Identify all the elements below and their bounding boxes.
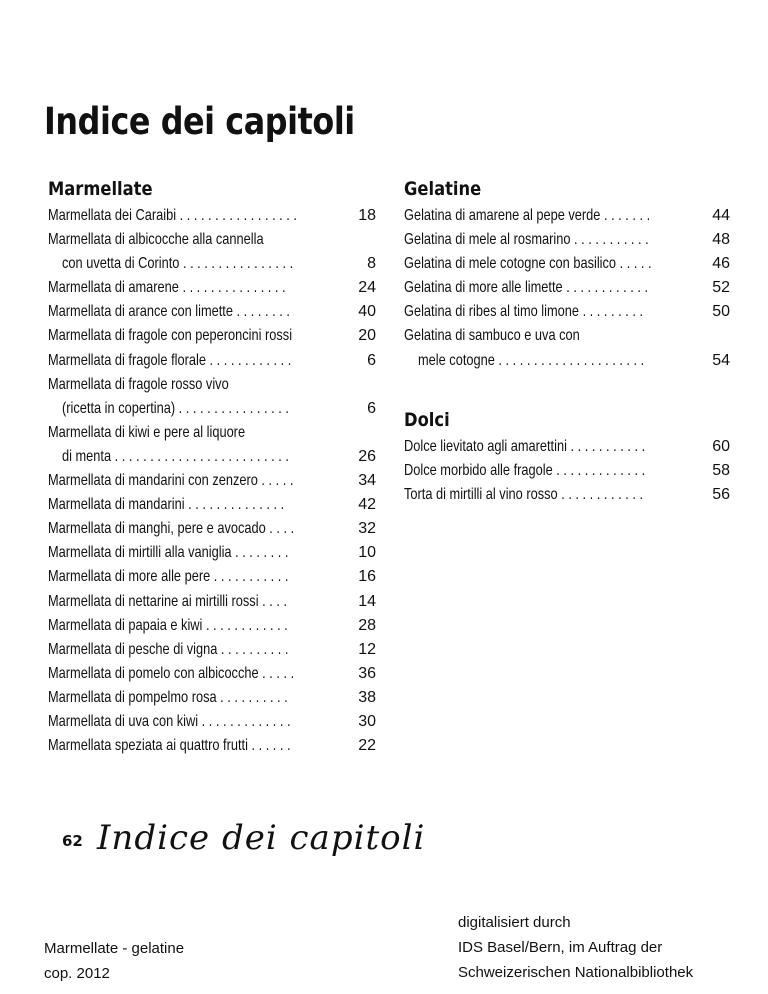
toc-entry-page: 50 bbox=[712, 303, 730, 321]
toc-entry-title: Marmellata di pomelo con albicocche . . . . . bbox=[48, 664, 295, 682]
toc-entry bbox=[48, 662, 376, 686]
toc-entry-page: 12 bbox=[358, 640, 376, 658]
toc-entry bbox=[404, 324, 730, 372]
toc-entry bbox=[48, 734, 376, 758]
toc-entry-title: Gelatina di ribes al timo limone . . . . . . . . . bbox=[404, 303, 644, 321]
toc-entry-title-continued: (ricetta in copertina) . . . . . . . . . . . . . . . . bbox=[62, 399, 289, 417]
toc-entry-title: Marmellata di more alle pere . . . . . . . . . . . bbox=[48, 568, 289, 586]
section-title-gelatine: Gelatine bbox=[404, 178, 482, 200]
credit-line-2: IDS Basel/Bern, im Auftrag der bbox=[458, 939, 663, 956]
toc-entry-page: 10 bbox=[358, 544, 376, 562]
toc-entry-page: 48 bbox=[712, 231, 730, 249]
toc-entry bbox=[48, 204, 376, 228]
toc-entry-title: Marmellata di amarene . . . . . . . . . . . . . . . bbox=[48, 279, 286, 297]
toc-entry bbox=[404, 276, 730, 300]
toc-entry bbox=[48, 276, 376, 300]
toc-entry-title: Marmellata di mirtilli alla vaniglia . . . . . . . . bbox=[48, 544, 289, 562]
toc-entry-page: 44 bbox=[712, 207, 730, 224]
toc-entry-title: Gelatina di more alle limette . . . . . . . . . . . . bbox=[404, 279, 648, 297]
toc-entry bbox=[48, 710, 376, 734]
toc-entry-page: 58 bbox=[712, 461, 730, 479]
toc-entry-title: Marmellata di kiwi e pere al liquore bbox=[48, 423, 246, 441]
toc-entry bbox=[48, 421, 376, 469]
toc-entry-title: Marmellata di pompelmo rosa . . . . . . . . . . bbox=[48, 688, 288, 706]
section-title-dolci: Dolci bbox=[404, 408, 450, 431]
toc-entry-title: Marmellata di pesche di vigna . . . . . . . . . . bbox=[48, 640, 289, 658]
book-copyright-meta: cop. 2012 bbox=[44, 965, 110, 982]
toc-list-dolci bbox=[404, 435, 730, 507]
toc-entry-page: 16 bbox=[358, 568, 376, 586]
toc-entry bbox=[48, 590, 376, 614]
digitization-credit bbox=[458, 910, 693, 985]
toc-entry bbox=[404, 459, 730, 483]
credit-line-3: Schweizerischen Nationalbibliothek bbox=[458, 964, 694, 981]
column-left bbox=[48, 176, 376, 758]
credit-line-1: digitalisiert durch bbox=[458, 914, 571, 931]
toc-entry bbox=[48, 324, 376, 348]
toc-entry-title: Gelatina di sambuco e uva con bbox=[404, 327, 580, 345]
toc-entry bbox=[404, 435, 730, 459]
toc-entry bbox=[48, 541, 376, 565]
footer-page-number: 62 bbox=[62, 832, 83, 850]
toc-entry bbox=[404, 204, 730, 228]
toc-entry-page: 40 bbox=[358, 303, 376, 321]
toc-entry-title: Marmellata di fragole con peperoncini rossi bbox=[48, 327, 293, 345]
toc-entry-page: 26 bbox=[358, 447, 376, 465]
toc-entry-title: Gelatina di mele cotogne con basilico . . . . . bbox=[404, 255, 652, 273]
toc-entry bbox=[48, 565, 376, 589]
toc-entry-page: 52 bbox=[712, 279, 730, 297]
toc-entry-title: Marmellata speziata ai quattro frutti . . . . . . bbox=[48, 737, 291, 755]
toc-entry-page: 60 bbox=[712, 437, 730, 455]
footer-running-title: Indice dei capitoli bbox=[97, 818, 426, 858]
toc-entry-page: 34 bbox=[358, 472, 376, 490]
toc-entry-title: Marmellata dei Caraibi . . . . . . . . . . . . . . . . . bbox=[48, 207, 297, 224]
toc-entry-page: 28 bbox=[358, 616, 376, 634]
toc-entry-page: 38 bbox=[358, 688, 376, 706]
toc-entry bbox=[48, 349, 376, 373]
toc-entry-title: Marmellata di uva con kiwi . . . . . . . . . . . . . bbox=[48, 712, 291, 730]
toc-entry bbox=[48, 614, 376, 638]
toc-entry-page: 6 bbox=[367, 399, 376, 417]
toc-entry-page: 56 bbox=[712, 485, 730, 503]
page-title: Indice dei capitoli bbox=[44, 100, 355, 143]
toc-entry-title-continued: con uvetta di Corinto . . . . . . . . . . . . . . . . bbox=[62, 255, 294, 273]
toc-entry-page: 42 bbox=[358, 496, 376, 514]
toc-entry bbox=[404, 300, 730, 324]
toc-entry bbox=[48, 517, 376, 541]
toc-entry-title: Dolce lievitato agli amarettini . . . . . . . . . . . bbox=[404, 437, 646, 455]
section-title-marmellate: Marmellate bbox=[48, 178, 153, 200]
toc-entry-page: 8 bbox=[367, 255, 376, 273]
toc-entry-page: 18 bbox=[358, 207, 376, 224]
toc-entry-page: 30 bbox=[358, 712, 376, 730]
toc-entry-page: 54 bbox=[712, 351, 730, 369]
toc-entry-title: Marmellata di fragole rosso vivo bbox=[48, 375, 229, 393]
toc-entry-title-continued: mele cotogne . . . . . . . . . . . . . . . . . . . . . bbox=[418, 351, 645, 369]
book-title-meta: Marmellate - gelatine bbox=[44, 940, 185, 957]
toc-entry-title: Marmellata di fragole florale . . . . . . . . . . . . bbox=[48, 351, 292, 369]
book-meta bbox=[44, 936, 184, 986]
toc-entry-page: 22 bbox=[358, 737, 376, 755]
toc-entry-title: Dolce morbido alle fragole . . . . . . . . . . . . . bbox=[404, 461, 646, 479]
toc-entry bbox=[404, 252, 730, 276]
toc-entry-title-continued: di menta . . . . . . . . . . . . . . . . . . . . . . . . . bbox=[62, 447, 289, 465]
toc-entry-title: Marmellata di nettarine ai mirtilli rossi . . . . bbox=[48, 592, 287, 610]
toc-entry-title: Torta di mirtilli al vino rosso . . . . . . . . . . . . bbox=[404, 485, 643, 503]
toc-entry bbox=[404, 483, 730, 507]
toc-entry-page: 6 bbox=[367, 351, 376, 369]
toc-entry-title: Marmellata di albicocche alla cannella bbox=[48, 231, 264, 249]
toc-entry-page: 24 bbox=[358, 279, 376, 297]
toc-entry-page: 36 bbox=[358, 664, 376, 682]
toc-entry bbox=[48, 493, 376, 517]
toc-entry-title: Marmellata di mandarini . . . . . . . . . . . . . . bbox=[48, 496, 285, 514]
toc-entry bbox=[48, 469, 376, 493]
toc-entry bbox=[404, 228, 730, 252]
toc-entry-title: Marmellata di arance con limette . . . . . . . . bbox=[48, 303, 290, 321]
column-right bbox=[404, 176, 730, 507]
toc-entry-page: 14 bbox=[358, 592, 376, 610]
toc-entry-title: Marmellata di mandarini con zenzero . . . . . bbox=[48, 472, 294, 490]
toc-entry-title: Marmellata di manghi, pere e avocado . . . . bbox=[48, 520, 295, 538]
toc-entry bbox=[48, 686, 376, 710]
toc-entry bbox=[48, 373, 376, 421]
toc-entry-title: Gelatina di amarene al pepe verde . . . . . . . bbox=[404, 207, 651, 224]
toc-entry-title: Gelatina di mele al rosmarino . . . . . . . . . . . bbox=[404, 231, 649, 249]
toc-entry-page: 32 bbox=[358, 520, 376, 538]
toc-list-gelatine bbox=[404, 204, 730, 373]
toc-entry-page: 46 bbox=[712, 255, 730, 273]
toc-entry-page: 20 bbox=[358, 327, 376, 345]
toc-entry bbox=[48, 638, 376, 662]
toc-entry-title: Marmellata di papaia e kiwi . . . . . . . . . . . . bbox=[48, 616, 288, 634]
toc-list-marmellate bbox=[48, 204, 376, 758]
toc-entry bbox=[48, 228, 376, 276]
toc-entry bbox=[48, 300, 376, 324]
